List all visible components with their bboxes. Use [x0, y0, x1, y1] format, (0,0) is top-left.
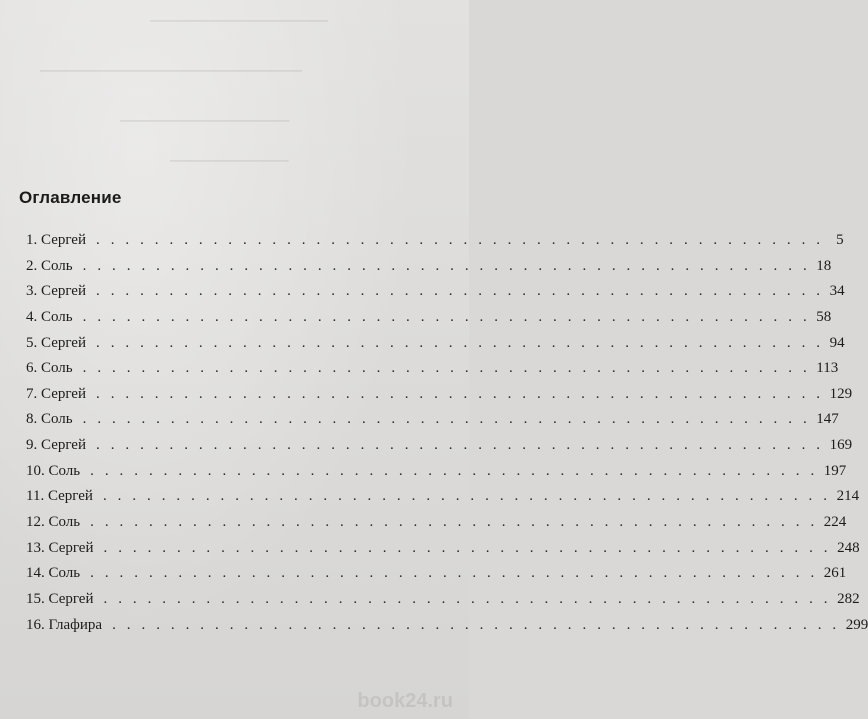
toc-entry-label: 10. Соль [26, 462, 81, 479]
toc-entry-label: 8. Соль [26, 411, 73, 428]
toc-entry-label: 15. Сергей [26, 590, 94, 607]
toc-entry [26, 590, 860, 617]
toc-leader-dots: . . . . . . . . . . . . . . . . . . . . . . . . . . . . . . . . . . . . . . . . . . . . . . . . . . [82, 360, 811, 377]
toc-entry-page-number: 113 [816, 360, 839, 377]
toc-entry [26, 488, 860, 514]
toc-entry-label: 1. Сергей [26, 232, 86, 248]
toc-entry-page-number: 34 [829, 283, 845, 300]
toc-entry [26, 308, 832, 335]
toc-entry-page-number: 299 [845, 616, 868, 633]
toc-entry-label: 16. Глафира [26, 616, 103, 633]
toc-entry [26, 462, 847, 489]
toc-entry [26, 539, 860, 566]
toc-entry-page-number: 248 [837, 539, 860, 556]
toc-entry [26, 437, 853, 463]
toc-entry-page-number: 214 [836, 488, 860, 505]
toc-entry [26, 257, 832, 284]
toc-leader-dots: . . . . . . . . . . . . . . . . . . . . . . . . . . . . . . . . . . . . . . . . . . . . . . . . . . [82, 308, 811, 325]
toc-entry-label: 12. Соль [26, 514, 81, 531]
toc-leader-dots: . . . . . . . . . . . . . . . . . . . . . . . . . . . . . . . . . . . . . . . . . . . . . . . . . . [103, 590, 832, 607]
toc-leader-dots: . . . . . . . . . . . . . . . . . . . . . . . . . . . . . . . . . . . . . . . . . . . . . . . . . . [96, 437, 824, 454]
toc-entry-label: 2. Соль [26, 257, 73, 274]
toc-entry-page-number: 94 [829, 334, 845, 351]
toc-entry-page-number: 129 [829, 385, 853, 402]
toc-entry-label: 5. Сергей [26, 334, 86, 351]
toc-leader-dots: . . . . . . . . . . . . . . . . . . . . . . . . . . . . . . . . . . . . . . . . . . . . . . . . . . [90, 514, 818, 531]
toc-leader-dots: . . . . . . . . . . . . . . . . . . . . . . . . . . . . . . . . . . . . . . . . . . . . . . . . . . [90, 565, 818, 582]
toc-entry [26, 360, 839, 386]
toc-leader-dots: . . . . . . . . . . . . . . . . . . . . . . . . . . . . . . . . . . . . . . . . . . . . . . . . . . [90, 462, 818, 479]
toc-entry [26, 283, 845, 309]
table-of-contents [26, 232, 868, 642]
watermark: book24.ru [357, 690, 453, 712]
reverse-side-bleed: ▁▁▁▁▁▁▁▁▁▁▁▁▁▁▁▁▁▁▁▁ [120, 110, 290, 122]
toc-leader-dots: . . . . . . . . . . . . . . . . . . . . . . . . . . . . . . . . . . . . . . . . . . . . . . . . . . [96, 232, 824, 248]
toc-entry-label: 14. Соль [26, 565, 81, 582]
toc-entry-page-number: 169 [829, 437, 853, 454]
toc-entry-label: 3. Сергей [26, 283, 86, 300]
reverse-side-bleed: ▁▁▁▁▁▁▁▁▁▁▁▁▁▁ [170, 150, 289, 162]
toc-entry-page-number: 18 [816, 257, 832, 274]
toc-entry-label: 9. Сергей [26, 437, 86, 454]
toc-entry [26, 232, 844, 258]
toc-entry-page-number: 147 [816, 411, 839, 428]
toc-entry-page-number: 58 [816, 308, 832, 325]
toc-entry [26, 411, 839, 437]
toc-entry [26, 616, 868, 643]
reverse-side-bleed: ▁▁▁▁▁▁▁▁▁▁▁▁▁▁▁▁▁▁▁▁▁ [150, 10, 328, 22]
toc-leader-dots: . . . . . . . . . . . . . . . . . . . . . . . . . . . . . . . . . . . . . . . . . . . . . . . . . . [96, 385, 824, 402]
toc-leader-dots: . . . . . . . . . . . . . . . . . . . . . . . . . . . . . . . . . . . . . . . . . . . . . . . . . . [82, 257, 811, 274]
toc-entry [26, 385, 853, 412]
toc-entry-page-number: 224 [823, 514, 847, 531]
toc-leader-dots: . . . . . . . . . . . . . . . . . . . . . . . . . . . . . . . . . . . . . . . . . . . . . . . . . . [103, 539, 832, 556]
toc-leader-dots: . . . . . . . . . . . . . . . . . . . . . . . . . . . . . . . . . . . . . . . . . . . . . . . . . . [112, 616, 840, 633]
toc-leader-dots: . . . . . . . . . . . . . . . . . . . . . . . . . . . . . . . . . . . . . . . . . . . . . . . . . . [102, 488, 831, 505]
toc-entry-label: 6. Соль [26, 360, 73, 377]
toc-entry-page-number: 282 [837, 590, 860, 607]
toc-entry-label: 13. Сергей [26, 539, 94, 556]
toc-entry [26, 565, 847, 591]
toc-entry [26, 334, 845, 361]
toc-entry-page-number: 261 [823, 565, 847, 582]
toc-entry-page-number: 197 [823, 462, 847, 479]
toc-leader-dots: . . . . . . . . . . . . . . . . . . . . . . . . . . . . . . . . . . . . . . . . . . . . . . . . . . [96, 334, 824, 351]
toc-leader-dots: . . . . . . . . . . . . . . . . . . . . . . . . . . . . . . . . . . . . . . . . . . . . . . . . . . [96, 283, 824, 300]
toc-entry-label: 4. Соль [26, 308, 73, 325]
toc-entry [26, 514, 847, 540]
toc-entry-label: 7. Сергей [26, 385, 86, 402]
toc-entry-label: 11. Сергей [26, 488, 93, 505]
reverse-side-bleed: ▁▁▁▁▁▁▁▁▁▁▁▁▁▁▁▁▁▁▁▁▁▁▁▁▁▁▁▁▁▁▁ [40, 60, 303, 72]
toc-leader-dots: . . . . . . . . . . . . . . . . . . . . . . . . . . . . . . . . . . . . . . . . . . . . . . . . . . [82, 411, 811, 428]
toc-entry-page-number: 5 [836, 232, 844, 248]
toc-heading: Оглавление [19, 188, 122, 207]
